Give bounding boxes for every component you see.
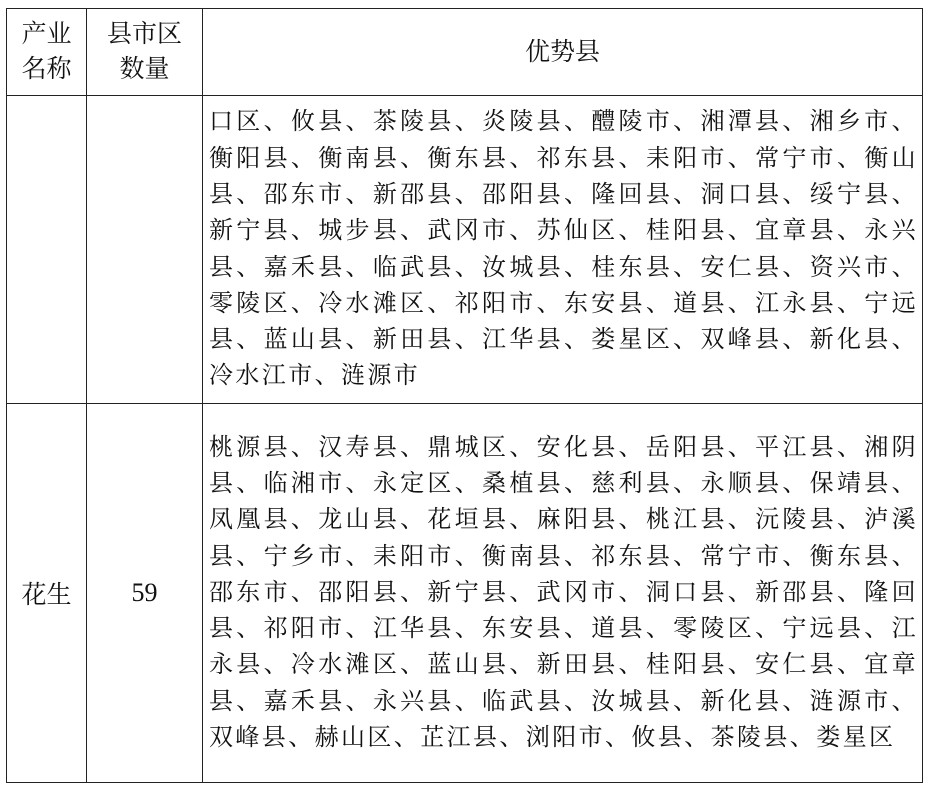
header-count-line2: 数量	[119, 55, 170, 83]
header-industry-name	[7, 9, 87, 96]
industry-cell: 花生	[7, 404, 87, 783]
industry-cell	[7, 96, 87, 404]
header-industry-line2: 名称	[21, 55, 72, 83]
header-advantage-label: 优势县	[524, 37, 600, 66]
header-row	[7, 9, 923, 96]
table-row	[7, 404, 923, 783]
counties-cell: 口区、攸县、茶陵县、炎陵县、醴陵市、湘潭县、湘乡市、衡阳县、衡南县、衡东县、祁东县、耒阳市、常宁市、衡山县、邵东市、新邵县、邵阳县、隆回县、洞口县、绥宁县、新宁县、城步县、武冈市、苏仙区、桂阳县、宜章县、永兴县、嘉禾县、临武县、汝城县、桂东县、安仁县、资兴市、零陵区、冷水滩区、祁阳市、东安县、道县、江永县、宁远县、蓝山县、新田县、江华县、娄星区、双峰县、新化县、冷水江市、涟源市	[203, 96, 923, 404]
header-industry-line1: 产业	[21, 20, 72, 48]
header-count-line1: 县市区	[106, 20, 182, 48]
count-cell: 59	[87, 404, 203, 783]
advantage-county-table	[6, 8, 923, 783]
count-cell	[87, 96, 203, 404]
header-county-count	[87, 9, 203, 96]
table-row	[7, 96, 923, 404]
header-advantage-counties	[203, 9, 923, 96]
counties-cell: 桃源县、汉寿县、鼎城区、安化县、岳阳县、平江县、湘阴县、临湘市、永定区、桑植县、慈利县、永顺县、保靖县、凤凰县、龙山县、花垣县、麻阳县、桃江县、沅陵县、泸溪县、宁乡市、耒阳市、衡南县、祁东县、常宁市、衡东县、邵东市、邵阳县、新宁县、武冈市、洞口县、新邵县、隆回县、祁阳市、江华县、东安县、道县、零陵区、宁远县、江永县、冷水滩区、蓝山县、新田县、桂阳县、安仁县、宜章县、嘉禾县、永兴县、临武县、汝城县、新化县、涟源市、双峰县、赫山区、芷江县、浏阳市、攸县、茶陵县、娄星区	[203, 404, 923, 783]
